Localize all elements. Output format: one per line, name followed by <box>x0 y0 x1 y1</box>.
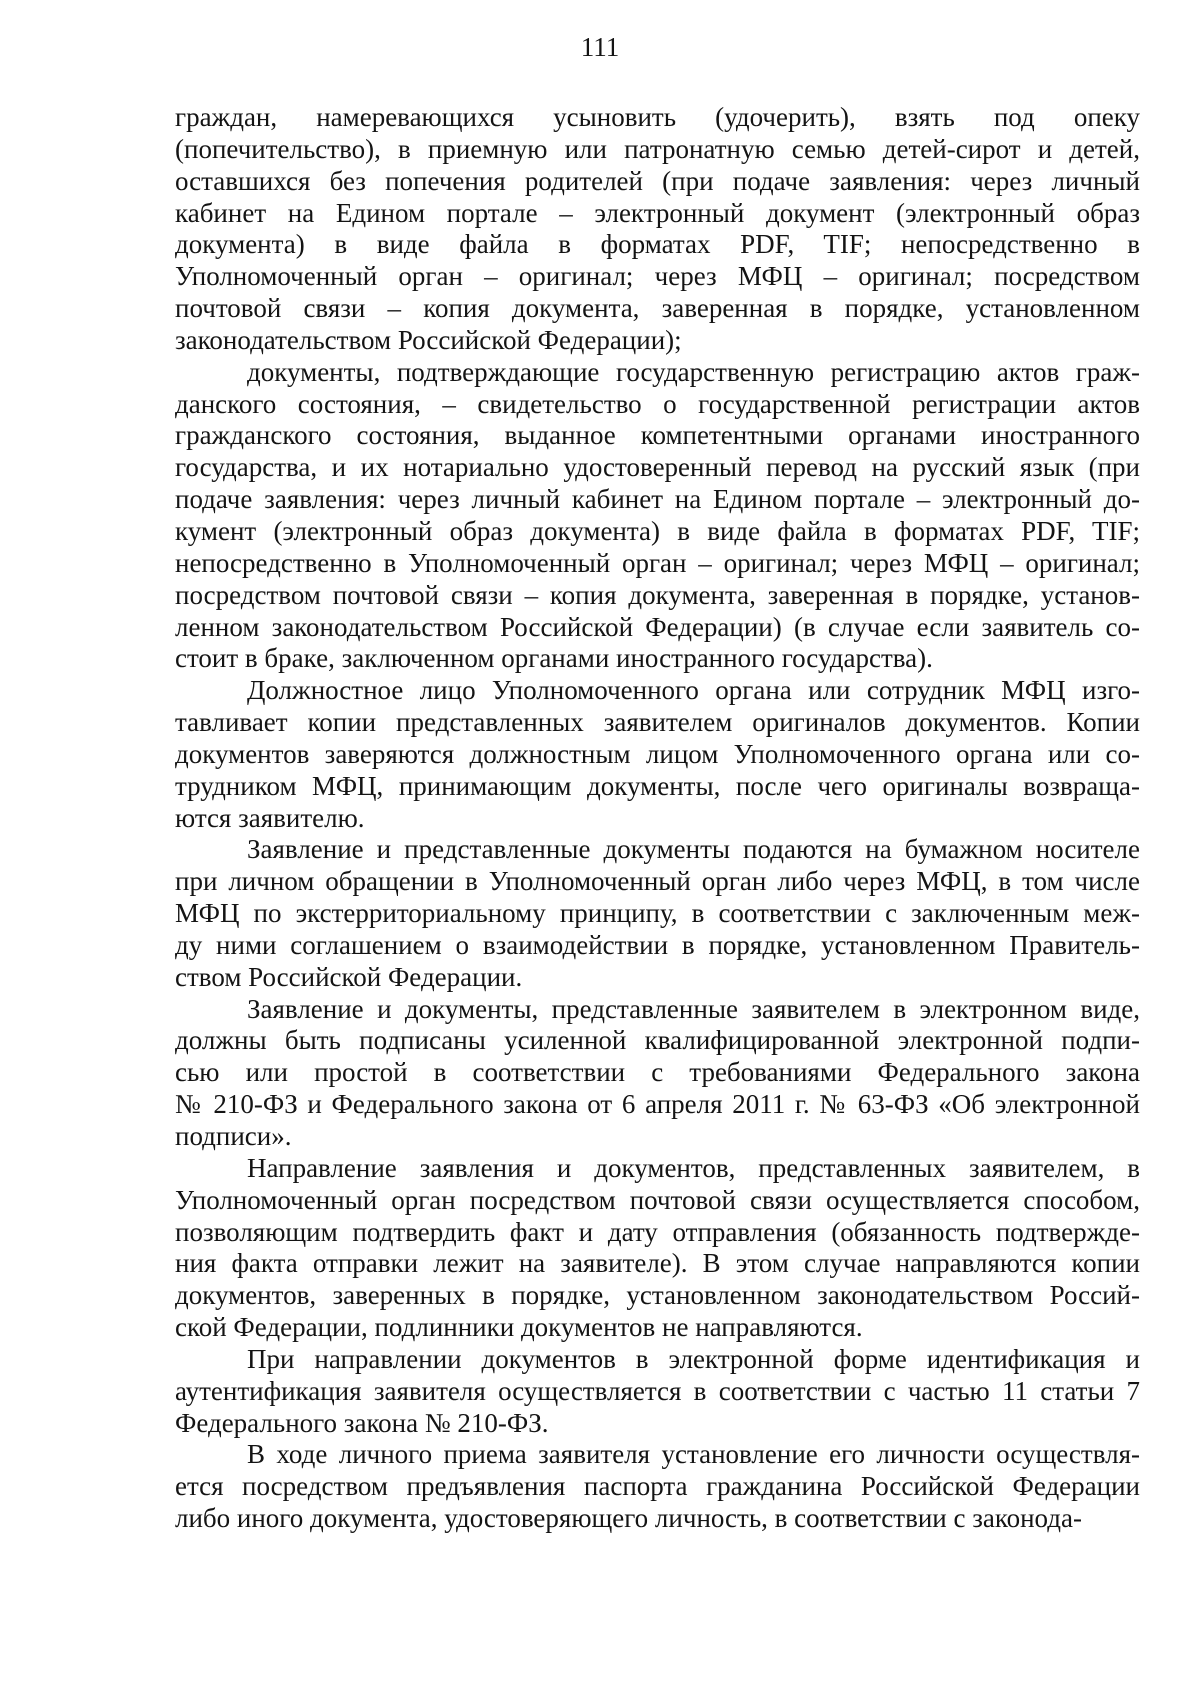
text-line: Заявление и представленные документы подаются на бумажном носителе <box>247 834 1140 865</box>
text-line: документы, подтверждающие государственную регистрацию актов граж- <box>247 356 1140 387</box>
document-body <box>175 102 1140 1535</box>
text-line: (попечительство), в приемную или патронатную семью детей-сирот и детей, <box>175 133 1140 164</box>
text-line: ния факта отправки лежит на заявителе). В этом случае направляются копии <box>175 1248 1140 1279</box>
text-line: непосредственно в Уполномоченный орган – оригинал; через МФЦ – оригинал; <box>175 547 1140 578</box>
text-line: гражданского состояния, выданное компетентными органами иностранного <box>175 420 1140 451</box>
text-line: почтовой связи – копия документа, заверенная в порядке, установленном <box>175 293 1140 324</box>
text-line: При направлении документов в электронной форме идентификация и <box>247 1343 1140 1374</box>
text-line: ленном законодательством Российской Федерации) (в случае если заявитель со- <box>175 611 1140 642</box>
text-line: граждан, намеревающихся усыновить (удочерить), взять под опеку <box>175 102 1140 132</box>
text-line: документа) в виде файла в форматах PDF, TIF; непосредственно в <box>175 229 1140 260</box>
text-line: ду ними соглашением о взаимодействии в порядке, установленном Правитель- <box>175 929 1140 960</box>
text-line: сью или простой в соответствии с требованиями Федерального закона <box>175 1057 1140 1088</box>
text-line: Должностное лицо Уполномоченного органа или сотрудник МФЦ изго- <box>247 675 1140 706</box>
text-line: В ходе личного приема заявителя установление его личности осуществля- <box>247 1439 1140 1470</box>
text-line: ются заявителю. <box>175 802 365 833</box>
text-line: посредством почтовой связи – копия документа, заверенная в порядке, установ- <box>175 579 1140 610</box>
paragraph <box>175 357 1140 675</box>
text-line: № 210-ФЗ и Федерального закона от 6 апреля 2011 г. № 63-ФЗ «Об электронной <box>175 1089 1140 1120</box>
text-line: МФЦ по экстерриториальному принципу, в соответствии с заключенным меж- <box>175 898 1140 929</box>
text-line: аутентификация заявителя осуществляется в соответствии с частью 11 статьи 7 <box>175 1375 1140 1406</box>
text-line: ется посредством предъявления паспорта гражданина Российской Федерации <box>175 1471 1140 1502</box>
text-line: либо иного документа, удостоверяющего личность, в соответствии с законода- <box>175 1503 1082 1534</box>
text-line: трудником МФЦ, принимающим документы, после чего оригиналы возвраща- <box>175 770 1140 801</box>
text-line: государства, и их нотариально удостоверенный перевод на русский язык (при <box>175 452 1140 483</box>
paragraph <box>175 1153 1140 1344</box>
text-line: оставшихся без попечения родителей (при подаче заявления: через личный <box>175 165 1140 196</box>
text-line: Уполномоченный орган посредством почтовой связи осуществляется способом, <box>175 1184 1140 1215</box>
text-line: Заявление и документы, представленные заявителем в электронном виде, <box>247 993 1140 1024</box>
text-line: тавливает копии представленных заявителем оригиналов документов. Копии <box>175 707 1140 738</box>
text-line: Федерального закона № 210-ФЗ. <box>175 1407 549 1438</box>
text-line: подаче заявления: через личный кабинет на Едином портале – электронный до- <box>175 484 1140 515</box>
text-line: кабинет на Едином портале – электронный документ (электронный образ <box>175 197 1140 228</box>
text-line: документов, заверенных в порядке, установленном законодательством Россий- <box>175 1280 1140 1311</box>
text-line: ством Российской Федерации. <box>175 961 523 992</box>
text-line: позволяющим подтвердить факт и дату отправления (обязанность подтвержде- <box>175 1216 1140 1247</box>
paragraph <box>175 994 1140 1153</box>
text-line: должны быть подписаны усиленной квалифицированной электронной подпи- <box>175 1025 1140 1056</box>
paragraph <box>175 102 1140 357</box>
text-line: документов заверяются должностным лицом Уполномоченного органа или со- <box>175 738 1140 769</box>
paragraph <box>175 834 1140 993</box>
page-number: 111 <box>580 32 620 62</box>
paragraph <box>175 675 1140 834</box>
text-line: стоит в браке, заключенном органами иностранного государства). <box>175 643 933 674</box>
text-line: Уполномоченный орган – оригинал; через МФЦ – оригинал; посредством <box>175 261 1140 292</box>
text-line: подписи». <box>175 1121 292 1151</box>
text-line: данского состояния, – свидетельство о государственной регистрации актов <box>175 388 1140 419</box>
text-line: законодательством Российской Федерации); <box>175 324 682 355</box>
text-line: ской Федерации, подлинники документов не направляются. <box>175 1312 863 1343</box>
text-line: кумент (электронный образ документа) в виде файла в форматах PDF, TIF; <box>175 515 1140 546</box>
text-line: Направление заявления и документов, представленных заявителем, в <box>247 1152 1140 1183</box>
paragraph <box>175 1439 1140 1535</box>
paragraph <box>175 1344 1140 1440</box>
text-line: при личном обращении в Уполномоченный орган либо через МФЦ, в том числе <box>175 866 1140 897</box>
